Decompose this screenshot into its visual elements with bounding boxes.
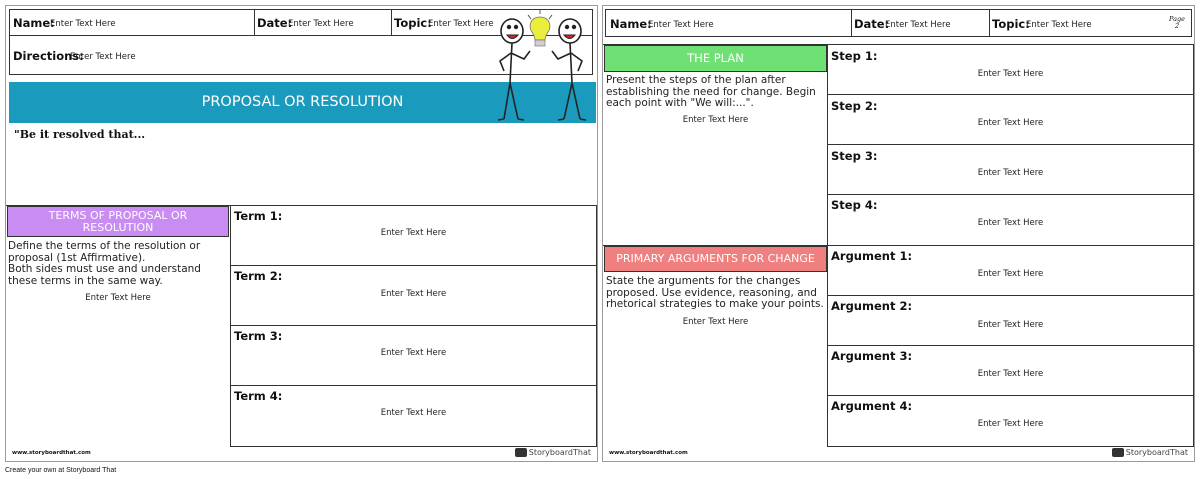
plan-banner (604, 45, 827, 72)
date-field[interactable] (851, 9, 990, 37)
step-4-field[interactable] (827, 194, 1194, 246)
footer-brand-text: StoryboardThat (528, 448, 591, 457)
name-value[interactable]: Enter Text Here (50, 19, 116, 29)
step-2-field[interactable] (827, 94, 1194, 145)
argument-4-label: Argument 4: (831, 399, 913, 413)
directions-label: Directions: (13, 49, 84, 63)
term-2-field[interactable] (230, 265, 597, 326)
argument-3-value[interactable]: Enter Text Here (977, 369, 1044, 379)
argument-4-value[interactable]: Enter Text Here (977, 419, 1044, 429)
footer-brand (515, 448, 591, 457)
date-field[interactable] (254, 9, 392, 36)
argument-1-value[interactable]: Enter Text Here (977, 269, 1044, 279)
name-label: Name: (610, 17, 652, 31)
footer-url: www.storyboardthat.com (12, 450, 91, 456)
footer-brand-text: StoryboardThat (1125, 448, 1188, 457)
date-value[interactable]: Enter Text Here (885, 20, 951, 30)
name-value[interactable]: Enter Text Here (648, 20, 714, 30)
step-1-value[interactable]: Enter Text Here (977, 69, 1044, 79)
step-2-label: Step 2: (831, 99, 878, 113)
term-1-label: Term 1: (234, 209, 283, 223)
step-1-label: Step 1: (831, 49, 878, 63)
terms-description: Define the terms of the resolution or proposal (1st Affirmative). Both sides must use and understand these terms in the same way. (8, 240, 201, 287)
date-label: Date: (854, 17, 890, 31)
term-1-value[interactable]: Enter Text Here (380, 228, 447, 238)
directions-value[interactable]: Enter Text Here (70, 52, 136, 62)
argument-2-field[interactable] (827, 295, 1194, 346)
date-label: Date: (257, 16, 293, 30)
worksheet-page-1 (5, 5, 598, 462)
stick-figure-right (552, 19, 586, 120)
plan-placeholder[interactable]: Enter Text Here (682, 115, 749, 125)
step-3-label: Step 3: (831, 149, 878, 163)
argument-1-label: Argument 1: (831, 249, 913, 263)
name-field[interactable] (9, 9, 255, 36)
name-label: Name: (13, 16, 55, 30)
terms-placeholder[interactable]: Enter Text Here (85, 293, 151, 303)
arguments-placeholder[interactable]: Enter Text Here (682, 317, 749, 327)
argument-3-field[interactable] (827, 345, 1194, 396)
argument-4-field[interactable] (827, 395, 1194, 447)
arguments-banner (604, 246, 827, 272)
footer-brand (1112, 448, 1188, 457)
lightbulb-icon (528, 10, 552, 46)
plan-title: THE PLAN (687, 51, 744, 65)
term-3-value[interactable]: Enter Text Here (380, 348, 447, 358)
step-4-value[interactable]: Enter Text Here (977, 218, 1044, 228)
date-value[interactable]: Enter Text Here (288, 19, 354, 29)
topic-label: Topic: (992, 17, 1030, 31)
step-1-field[interactable] (827, 44, 1194, 95)
term-4-value[interactable]: Enter Text Here (380, 408, 447, 418)
step-2-value[interactable]: Enter Text Here (977, 118, 1044, 128)
step-3-value[interactable]: Enter Text Here (977, 168, 1044, 178)
topic-value[interactable]: Enter Text Here (1026, 20, 1092, 30)
arguments-title: PRIMARY ARGUMENTS FOR CHANGE (616, 252, 815, 265)
storyboardthat-logo-icon (515, 448, 527, 457)
page-label: Page (1169, 15, 1185, 23)
stick-figures-idea-illustration (490, 9, 590, 122)
argument-3-label: Argument 3: (831, 349, 913, 363)
argument-2-value[interactable]: Enter Text Here (977, 320, 1044, 330)
term-2-value[interactable]: Enter Text Here (380, 289, 447, 299)
term-3-field[interactable] (230, 325, 597, 386)
argument-2-label: Argument 2: (831, 299, 913, 313)
term-4-field[interactable] (230, 385, 597, 447)
step-3-field[interactable] (827, 144, 1194, 195)
term-2-label: Term 2: (234, 269, 283, 283)
topic-value[interactable]: Enter Text Here (428, 19, 494, 29)
plan-description: Present the steps of the plan after establishing the need for change. Begin each point with "We will:...". (606, 74, 816, 109)
worksheet-page-2 (602, 5, 1195, 462)
name-field[interactable] (605, 9, 852, 37)
argument-1-field[interactable] (827, 245, 1194, 296)
term-1-field[interactable] (230, 205, 597, 266)
term-4-label: Term 4: (234, 389, 283, 403)
step-4-label: Step 4: (831, 198, 878, 212)
term-3-label: Term 3: (234, 329, 283, 343)
proposal-title: PROPOSAL OR RESOLUTION (201, 94, 404, 110)
create-your-own-link[interactable]: Create your own at Storyboard That (5, 467, 117, 474)
terms-banner (7, 206, 229, 237)
storyboardthat-logo-icon (1112, 448, 1124, 457)
footer-url: www.storyboardthat.com (609, 450, 688, 456)
proposal-lead[interactable]: "Be it resolved that... (14, 128, 146, 141)
topic-label: Topic: (394, 16, 432, 30)
terms-title: TERMS OF PROPOSAL OR RESOLUTION (48, 209, 188, 234)
stick-figure-left (498, 19, 530, 120)
arguments-description: State the arguments for the changes proposed. Use evidence, reasoning, and rhetorical strategies to make your points. (606, 275, 824, 310)
page-number-badge (1169, 16, 1185, 29)
page-number: 2 (1174, 21, 1180, 30)
topic-field[interactable] (989, 9, 1192, 37)
